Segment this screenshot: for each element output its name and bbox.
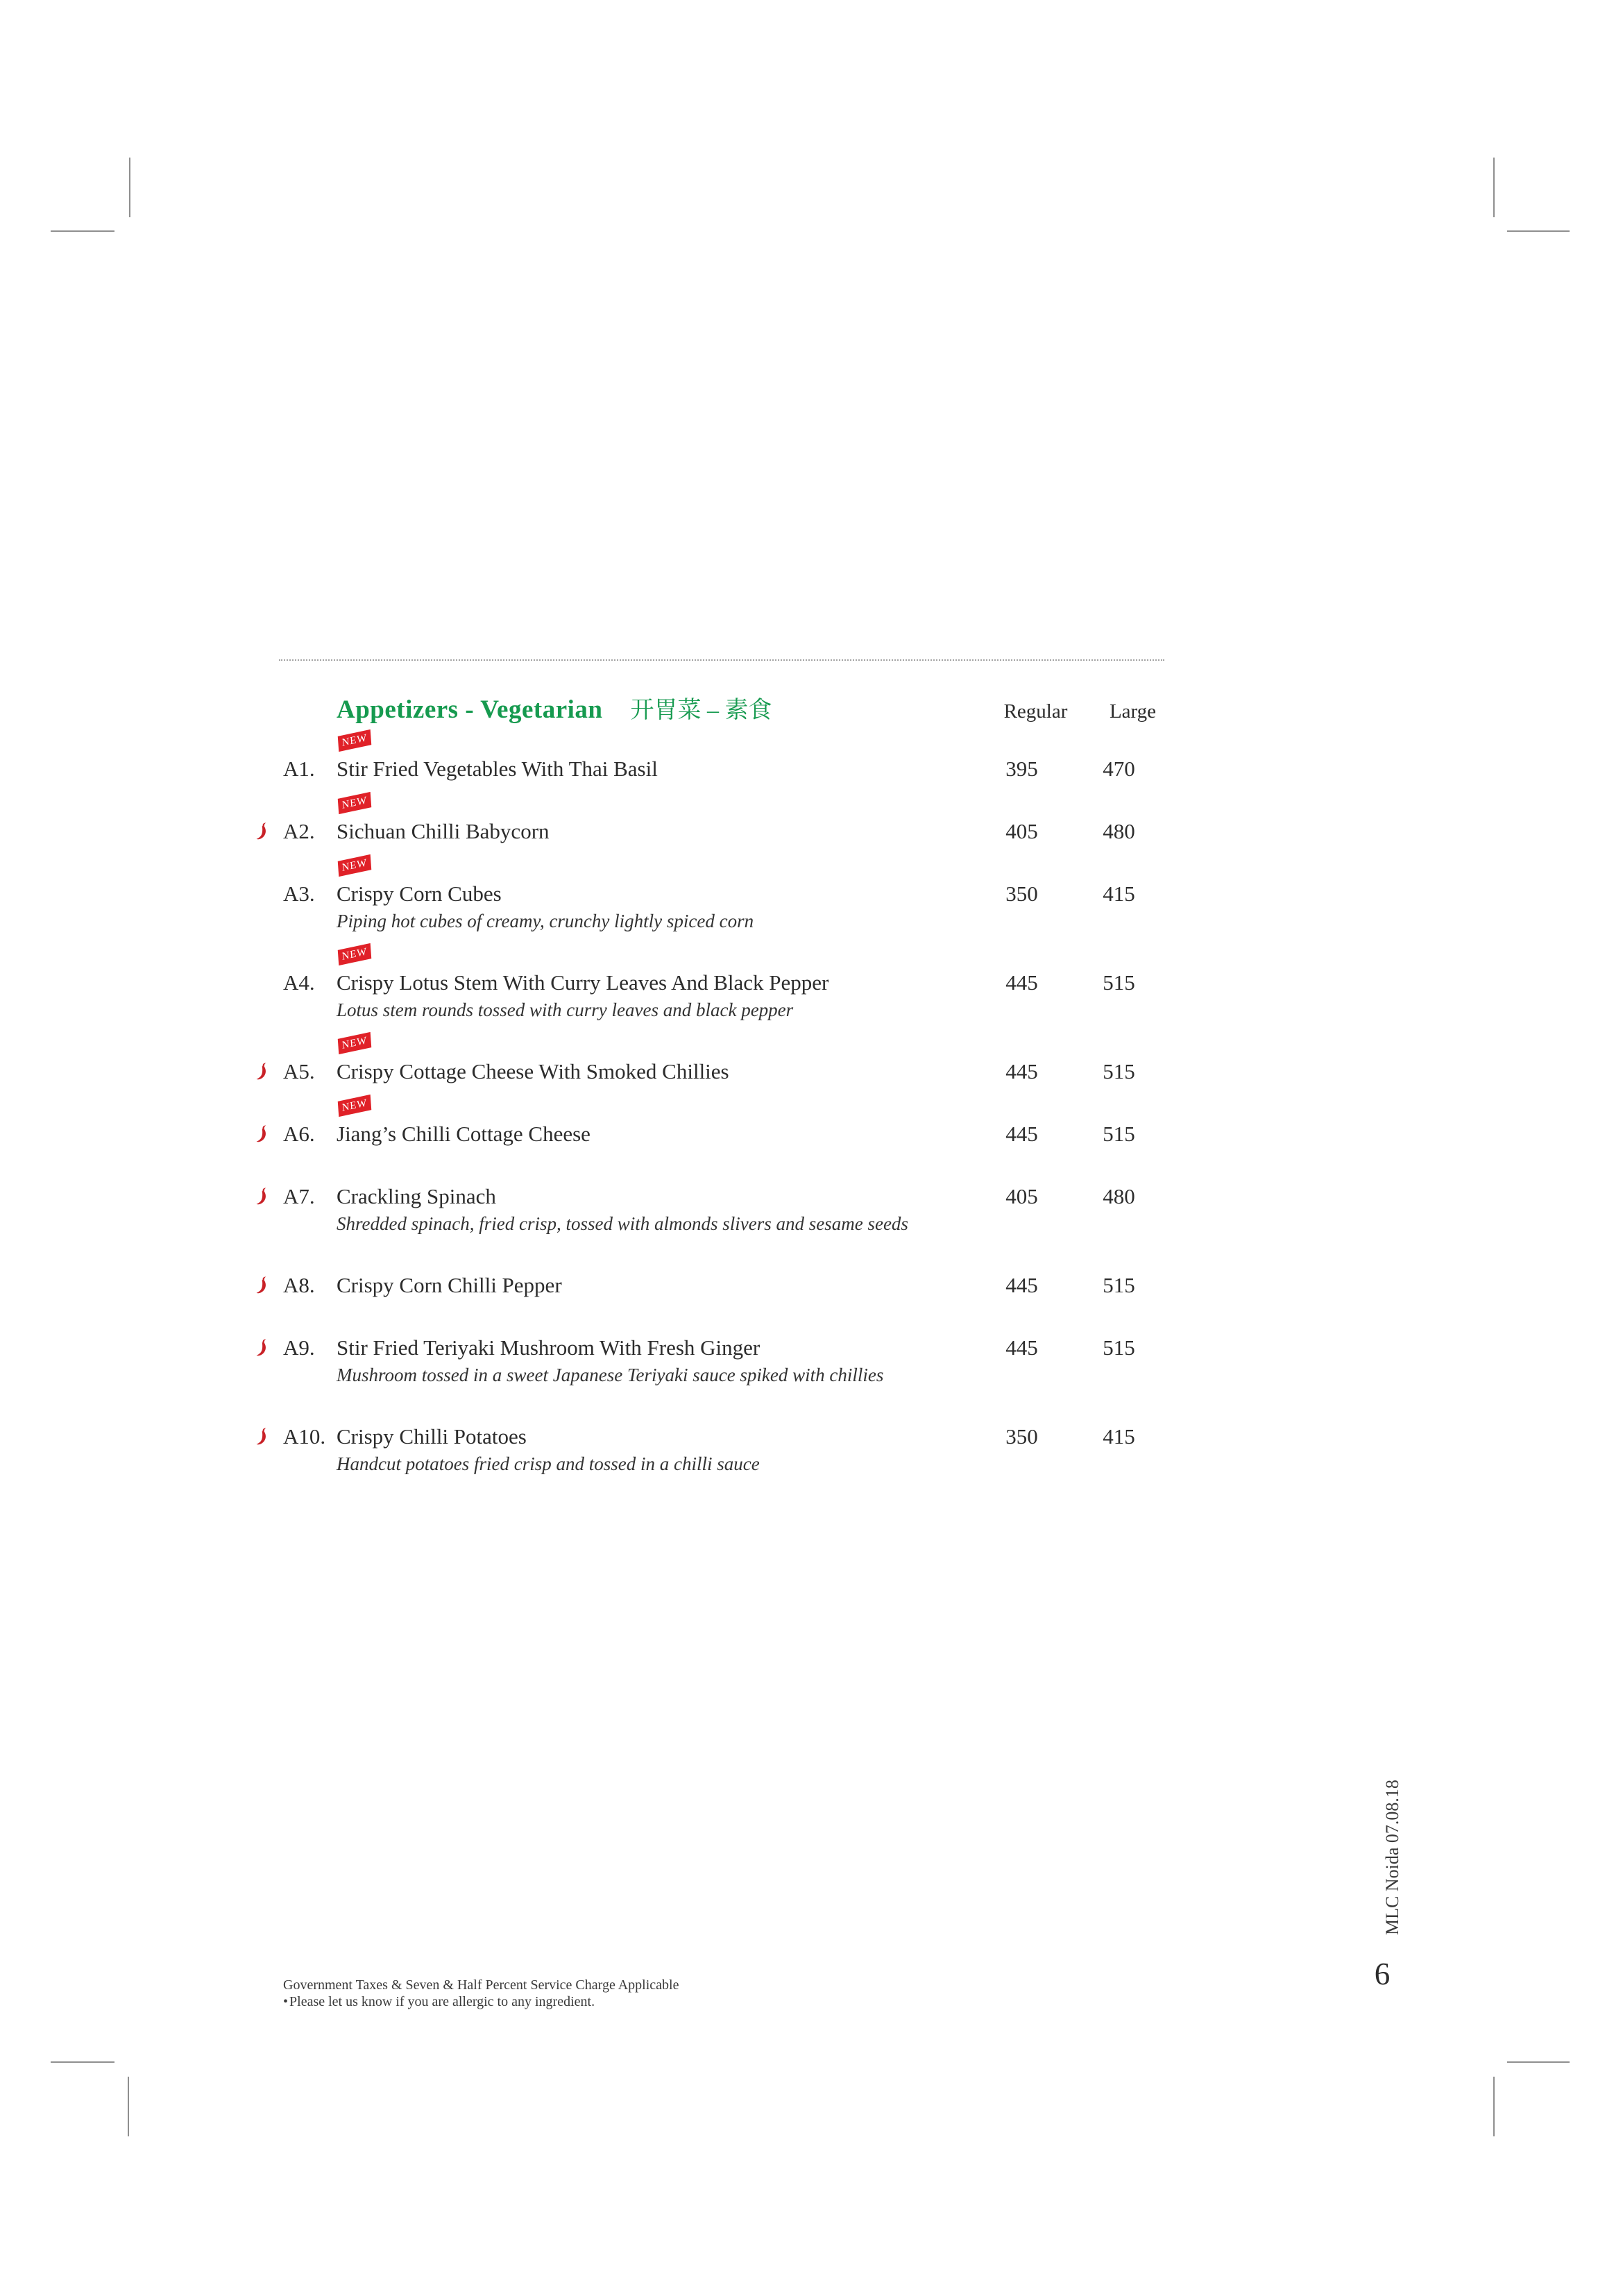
item-name: Crispy Lotus Stem With Curry Leaves And Black Pepper <box>337 970 829 995</box>
crop-mark-bottom-right-vertical <box>1493 2077 1495 2136</box>
item-description: Mushroom tossed in a sweet Japanese Teriyaki sauce spiked with chillies <box>337 1365 884 1385</box>
footer-tax-note: Government Taxes & Seven & Half Percent Service Charge Applicable <box>283 1977 679 1993</box>
crop-mark-top-left-vertical <box>129 158 130 217</box>
item-price-regular: 445 <box>1005 1273 1038 1297</box>
spicy-indicator-cell <box>250 1058 283 1079</box>
new-badge: NEW <box>338 1095 372 1117</box>
item-name-cell <box>337 794 971 844</box>
menu-item-row <box>250 945 1166 1022</box>
menu-item-row <box>250 794 1166 844</box>
menu-item-row <box>250 732 1166 782</box>
new-badge: NEW <box>338 943 372 965</box>
menu-item-row <box>250 1272 1166 1298</box>
item-name-cell <box>337 1273 971 1298</box>
spicy-indicator-cell <box>250 1183 283 1204</box>
column-header-large: Large <box>1109 700 1157 723</box>
item-price-regular: 445 <box>1005 970 1038 995</box>
item-code: A2. <box>283 819 315 843</box>
new-badge: NEW <box>338 854 372 877</box>
new-badge: NEW <box>338 729 372 752</box>
item-name-cell <box>337 1424 971 1476</box>
item-price-large: 515 <box>1103 1122 1135 1146</box>
chilli-icon <box>254 821 269 842</box>
item-name: Crispy Cottage Cheese With Smoked Chillies <box>337 1059 729 1083</box>
item-price-regular: 405 <box>1005 819 1038 843</box>
item-price-regular: 350 <box>1005 881 1038 906</box>
section-title <box>337 691 971 725</box>
item-name: Sichuan Chilli Babycorn <box>337 819 550 843</box>
footer-allergy-note <box>283 1993 679 2010</box>
item-code: A8. <box>283 1273 315 1297</box>
item-name: Crackling Spinach <box>337 1184 496 1208</box>
crop-mark-top-right-vertical <box>1493 158 1495 217</box>
chilli-icon <box>254 1275 269 1296</box>
item-price-large: 515 <box>1103 1335 1135 1360</box>
chilli-icon <box>254 1061 269 1082</box>
new-badge: NEW <box>338 792 372 814</box>
item-price-regular: 445 <box>1005 1122 1038 1146</box>
item-description: Handcut potatoes fried crisp and tossed in a chilli sauce <box>337 1453 760 1474</box>
item-price-regular: 350 <box>1005 1424 1038 1449</box>
column-header-regular: Regular <box>1003 700 1068 723</box>
item-name-cell <box>337 1097 971 1147</box>
item-description: Piping hot cubes of creamy, crunchy lightly spiced corn <box>337 911 754 931</box>
item-description: Lotus stem rounds tossed with curry leaves and black pepper <box>337 999 794 1020</box>
dotted-separator <box>279 659 1164 661</box>
item-price-large: 480 <box>1103 819 1135 843</box>
item-name: Stir Fried Vegetables With Thai Basil <box>337 757 658 781</box>
spicy-indicator-cell <box>250 1120 283 1141</box>
item-name-cell <box>337 1184 971 1235</box>
menu-content <box>250 691 1166 1512</box>
item-price-large: 515 <box>1103 1059 1135 1083</box>
item-price-large: 480 <box>1103 1184 1135 1208</box>
menu-item-row <box>250 1034 1166 1084</box>
footer-allergy-text: Please let us know if you are allergic to any ingredient. <box>289 1994 595 2009</box>
menu-item-row <box>250 1423 1166 1476</box>
item-price-large: 415 <box>1103 1424 1135 1449</box>
crop-mark-top-right-horizontal <box>1507 230 1570 232</box>
new-badge: NEW <box>338 1032 372 1054</box>
crop-mark-bottom-left-horizontal <box>51 2061 114 2063</box>
item-code: A10. <box>283 1424 326 1449</box>
section-header-row <box>250 691 1166 725</box>
item-code: A4. <box>283 970 315 995</box>
chilli-icon <box>254 1337 269 1358</box>
item-description: Shredded spinach, fried crisp, tossed with almonds slivers and sesame seeds <box>337 1213 908 1234</box>
item-code: A7. <box>283 1184 315 1208</box>
chilli-icon <box>254 1124 269 1145</box>
item-price-regular: 445 <box>1005 1335 1038 1360</box>
item-code: A1. <box>283 757 315 781</box>
menu-item-row <box>250 1097 1166 1147</box>
item-name: Stir Fried Teriyaki Mushroom With Fresh Ginger <box>337 1335 760 1360</box>
item-price-large: 515 <box>1103 1273 1135 1297</box>
menu-item-row <box>250 1334 1166 1387</box>
crop-mark-top-left-horizontal <box>51 230 114 232</box>
footer-notes <box>283 1977 679 2010</box>
item-name-cell <box>337 1335 971 1387</box>
page-number: 6 <box>1374 1957 1391 1991</box>
crop-mark-bottom-right-horizontal <box>1507 2061 1570 2063</box>
item-name: Crispy Corn Chilli Pepper <box>337 1273 562 1297</box>
menu-item-row <box>250 1183 1166 1235</box>
item-code: A3. <box>283 881 315 906</box>
item-price-regular: 405 <box>1005 1184 1038 1208</box>
spicy-indicator-cell <box>250 755 283 776</box>
item-name-cell <box>337 732 971 782</box>
section-title-chinese: 开胃菜 – 素食 <box>630 698 772 723</box>
item-name: Jiang’s Chilli Cottage Cheese <box>337 1122 590 1146</box>
spicy-indicator-cell <box>250 1334 283 1355</box>
item-price-large: 415 <box>1103 881 1135 906</box>
item-price-large: 515 <box>1103 970 1135 995</box>
item-code: A9. <box>283 1335 315 1360</box>
item-name: Crispy Chilli Potatoes <box>337 1424 527 1449</box>
item-code: A5. <box>283 1059 315 1083</box>
spicy-indicator-cell <box>250 1423 283 1444</box>
menu-item-row <box>250 856 1166 933</box>
side-version-note: MLC Noida 07.08.18 <box>1382 1780 1402 1935</box>
chilli-icon <box>254 1426 269 1447</box>
spicy-indicator-cell <box>250 880 283 901</box>
spicy-indicator-cell <box>250 818 283 838</box>
item-name-cell <box>337 945 971 1022</box>
item-name-cell <box>337 856 971 933</box>
item-name-cell <box>337 1034 971 1084</box>
spicy-indicator-cell <box>250 1272 283 1292</box>
item-name: Crispy Corn Cubes <box>337 881 502 906</box>
chilli-icon <box>254 1186 269 1207</box>
section-title-english: Appetizers - Vegetarian <box>337 695 603 724</box>
spicy-indicator-cell <box>250 969 283 990</box>
item-price-regular: 395 <box>1005 757 1038 781</box>
bullet-icon: • <box>283 1994 289 2009</box>
item-price-regular: 445 <box>1005 1059 1038 1083</box>
menu-items-list <box>250 732 1166 1476</box>
item-code: A6. <box>283 1122 315 1146</box>
crop-mark-bottom-left-vertical <box>128 2077 129 2136</box>
item-price-large: 470 <box>1103 757 1135 781</box>
